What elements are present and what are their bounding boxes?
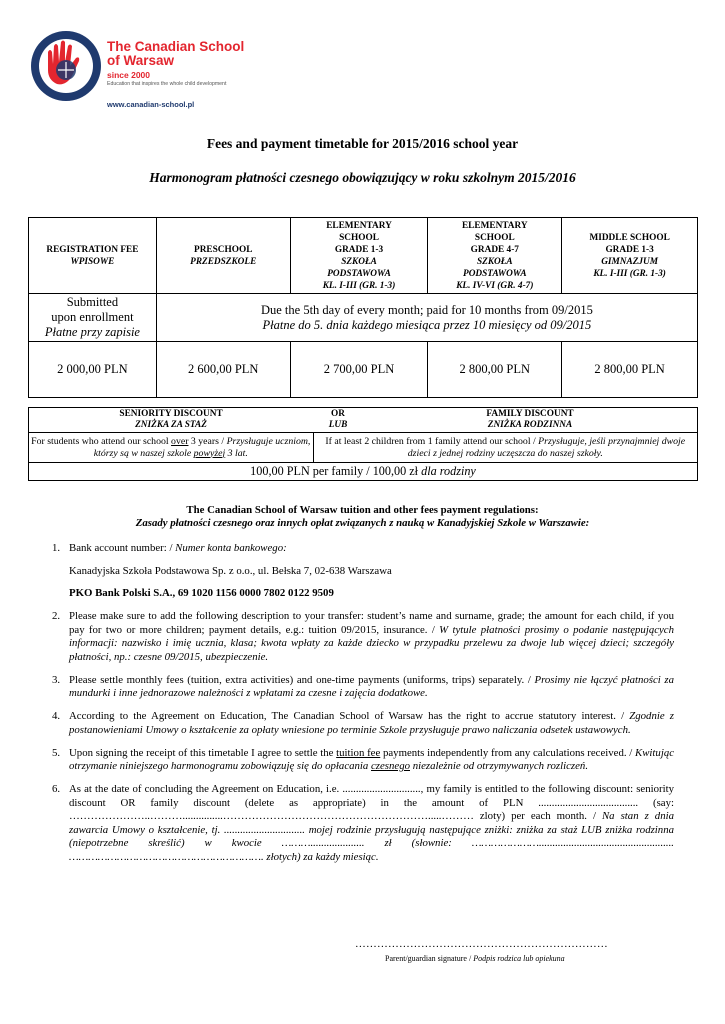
or-header: OR LUB	[313, 408, 363, 433]
school-logo-icon	[30, 30, 102, 102]
amount-middle-school: 2 800,00 PLN	[562, 342, 698, 398]
bank-account-number: PKO Bank Polski S.A., 69 1020 1156 0000 7802 0122 9509	[69, 587, 334, 599]
discount-amount: 100,00 PLN per family / 100,00 zł dla rodziny	[29, 463, 698, 481]
regulations-list	[52, 542, 674, 874]
brand-name-line1: The Canadian School	[107, 39, 245, 54]
seniority-discount-header: SENIORITY DISCOUNT ZNIŻKA ZA STAŻ	[29, 408, 314, 433]
header-registration-fee: REGISTRATION FEE WPISOWE	[29, 218, 157, 294]
list-item: 3. Please settle monthly fees (tuition, extra activities) and one-time payments (uniforms, trips) separately. / Prosimy nie łączyć płatności za mundurki i inne jednorazowe należności z wpłatami za czesne i zajęcia dodatkowe.	[52, 673, 674, 699]
amount-registration: 2 000,00 PLN	[29, 342, 157, 398]
brand-since: since 2000	[107, 70, 151, 80]
regulations-heading	[0, 504, 725, 530]
page-title-pl: Harmonogram płatności czesnego obowiązujący w roku szkolnym 2015/2016	[149, 170, 576, 185]
regulations-heading-pl: Zasady płatności czesnego oraz innych opłat związanych z nauką w Kanadyjskiej Szkole w Warszawie:	[135, 517, 590, 529]
discount-amount-row	[29, 463, 698, 481]
discount-header-row	[29, 408, 698, 433]
signature-caption: Parent/guardian signature / Podpis rodzica lub opiekuna	[385, 954, 565, 963]
regulations-heading-en: The Canadian School of Warsaw tuition and other fees payment regulations:	[186, 504, 539, 516]
family-discount-header: FAMILY DISCOUNT ZNIŻKA RODZINNA	[363, 408, 698, 433]
discount-table	[28, 407, 698, 481]
list-item: 6. As at the date of concluding the Agreement on Education, i.e. ............................., my family is entitled to the following discount: seniority discount OR family discount (delete as appropriate) in the amount of PLN ..................................... (say: …………………..………...............………………………………………………….....……… zloty) per each month. / Na stan z dnia zawarcia Umowy o kształcenie, tj. .............................. mojej rodzinie przysługują następujące zniżki: zniżka za staż LUB zniżka rodzinna (niepotrzebne skreślić) w kwocie ……….................... zł (słownie: ………………….................................................. ……………………………………………………. złotych) za każdy miesiąc.	[52, 783, 675, 863]
discount-desc-row	[29, 433, 698, 463]
header-preschool: PRESCHOOL PRZEDSZKOLE	[156, 218, 290, 294]
school-website-link[interactable]: www.canadian-school.pl	[107, 100, 195, 109]
amount-elementary-1-3: 2 700,00 PLN	[290, 342, 428, 398]
fees-due-row	[29, 294, 698, 342]
brand-name-line2: of Warsaw	[107, 53, 175, 68]
amount-preschool: 2 600,00 PLN	[156, 342, 290, 398]
amount-elementary-4-7: 2 800,00 PLN	[428, 342, 562, 398]
list-item: 1. Bank account number: / Numer konta bankowego: Kanadyjska Szkoła Podstawowa Sp. z o.o., ul. Bełska 7, 02-638 Warszawa PKO Bank Polski S.A., 69 1020 1156 0000 7802 0122 9509	[52, 542, 674, 601]
bank-company: Kanadyjska Szkoła Podstawowa Sp. z o.o., ul. Bełska 7, 02-638 Warszawa	[69, 564, 392, 577]
brand-block	[107, 40, 244, 109]
list-item: 2. Please make sure to add the following description to your transfer: student’s name and surname, grade; the amount for each child, if you pay for two or more children; payment details, e.g.: tuition 09/2015, insurance. / W tytule płatności prosimy o podanie następujących informacji: nazwisko i imię ucznia, klasa; kwota wpłaty za każde dziecko w przypadku przelewu za dwoje lub więcej dzieci; szczegóły płatności, np.: czesne 09/2015, ubezpieczenie.	[52, 610, 674, 663]
header-elementary-1-3: ELEMENTARY SCHOOL GRADE 1-3 SZKOŁA PODSTAWOWA KL. I-III (GR. 1-3)	[290, 218, 428, 294]
page-title-en: Fees and payment timetable for 2015/2016 school year	[206, 136, 519, 151]
list-item: 4. According to the Agreement on Education, The Canadian School of Warsaw has the right to accrue statutory interest. / Zgodnie z postanowieniami Umowy o kształcenie za opłaty wniesione po terminie Szkole przysługuje prawo naliczania odsetek ustawowych.	[52, 710, 674, 736]
due-date-cell: Due the 5th day of every month; paid for 10 months from 09/2015 Płatne do 5. dnia każdego miesiąca przez 10 miesięcy od 09/2015	[156, 294, 697, 342]
submitted-cell: Submitted upon enrollment Płatne przy zapisie	[29, 294, 157, 342]
list-item: 5. Upon signing the receipt of this timetable I agree to settle the tuition fee payments independently from any calculations received. / Kwitując otrzymanie niniejszego harmonogramu zobowiązuję się do opłacania czesnego niezależnie od otrzymywanych rozliczeń.	[52, 746, 675, 772]
header-middle-school: MIDDLE SCHOOL GRADE 1-3 GIMNAZJUM KL. I-III (GR. 1-3)	[562, 218, 698, 294]
header-elementary-4-7: ELEMENTARY SCHOOL GRADE 4-7 SZKOŁA PODSTAWOWA KL. IV-VI (GR. 4-7)	[428, 218, 562, 294]
seniority-discount-desc: For students who attend our school over 3 years / Przysługuje uczniom, którzy są w naszej szkole powyżej 3 lat.	[29, 433, 314, 463]
brand-tagline: Education that inspires the whole child development	[107, 81, 227, 87]
fees-table	[28, 217, 698, 398]
fees-amount-row	[29, 342, 698, 398]
fees-header-row	[29, 218, 698, 294]
family-discount-desc: If at least 2 children from 1 family attend our school / Przysługuje, jeśli przynajmniej dwoje dzieci z jednej rodziny uczęszcza do naszej szkoły.	[313, 433, 697, 463]
signature-line[interactable]: ……………………………………………………………	[355, 938, 608, 950]
